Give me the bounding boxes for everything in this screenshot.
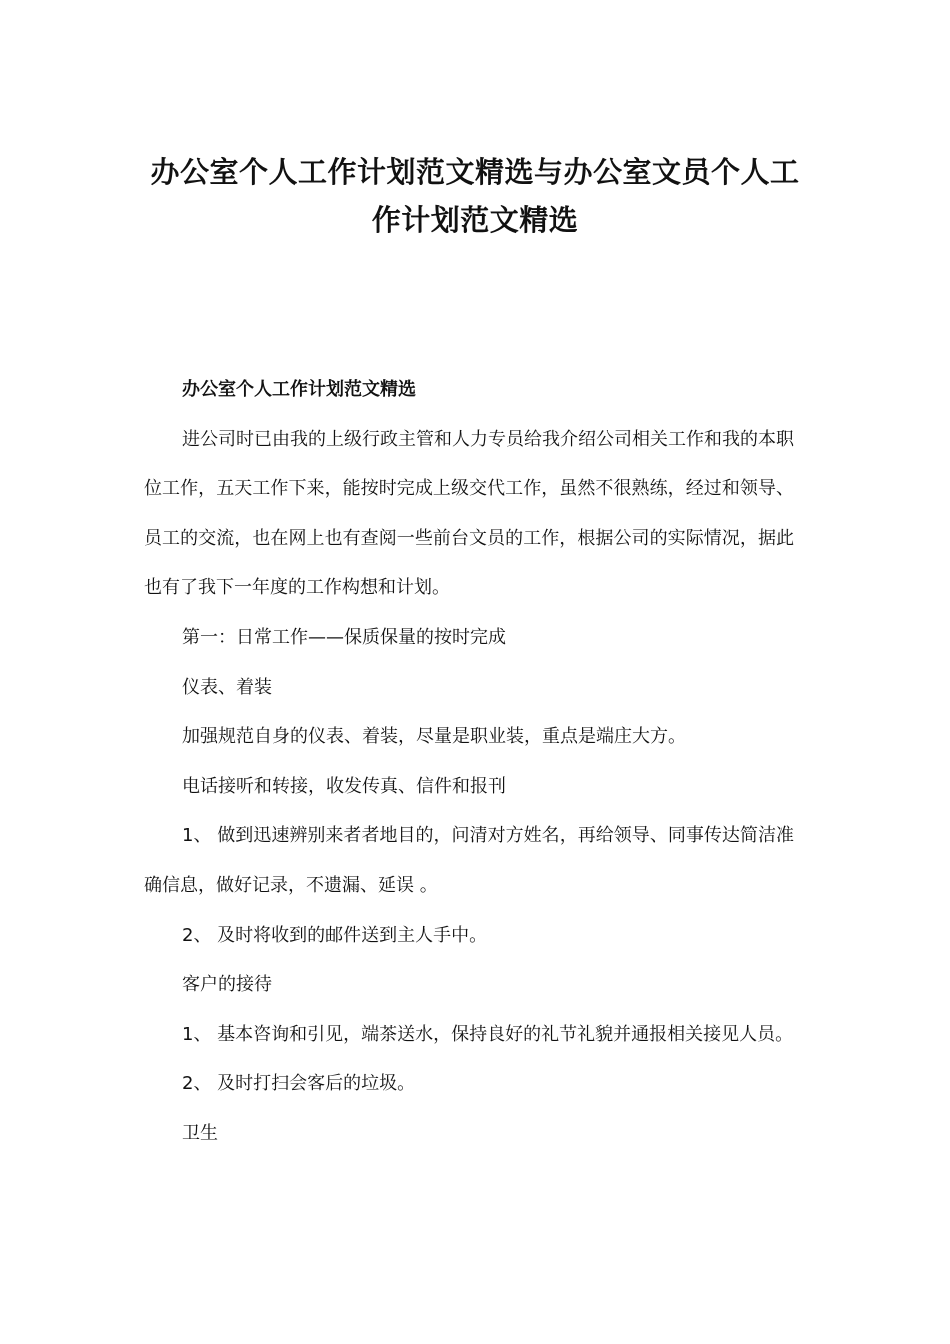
section-heading: 办公室个人工作计划范文精选: [182, 379, 416, 400]
subheading-appearance: 仪表、着装: [182, 676, 272, 698]
phone-item-1: 1、 做到迅速辨别来者者地目的，问清对方姓名，再给领导、同事传达简洁准确信息，做好记录，不遗漏、延误 。: [144, 825, 794, 896]
title-line-1: 办公室个人工作计划范文精选与办公室文员个人工: [150, 155, 800, 189]
subheading-hygiene: 卫生: [182, 1122, 218, 1144]
document-title: [130, 148, 820, 244]
subheading-phone: 电话接听和转接，收发传真、信件和报刊: [182, 775, 506, 797]
subheading-reception: 客户的接待: [182, 974, 272, 996]
intro-paragraph: 进公司时已由我的上级行政主管和人力专员给我介绍公司相关工作和我的本职位工作，五天工作下来，能按时完成上级交代工作，虽然不很熟练，经过和领导、员工的交流，也在网上也有查阅一些前台文员的工作，根据公司的实际情况，据此也有了我下一年度的工作构想和计划。: [144, 428, 794, 599]
document-body: [144, 365, 794, 1159]
phone-item-2: 2、 及时将收到的邮件送到主人手中。: [182, 924, 488, 946]
reception-item-2: 2、 及时打扫会客后的垃圾。: [182, 1073, 416, 1095]
reception-item-1: 1、 基本咨询和引见，端茶送水，保持良好的礼节礼貌并通报相关接见人员。: [182, 1023, 794, 1045]
appearance-paragraph: 加强规范自身的仪表、着装，尽量是职业装，重点是端庄大方。: [182, 726, 686, 748]
title-line-2: 作计划范文精选: [371, 203, 579, 237]
item-heading-daily-work: 第一：日常工作——保质保量的按时完成: [182, 626, 506, 648]
